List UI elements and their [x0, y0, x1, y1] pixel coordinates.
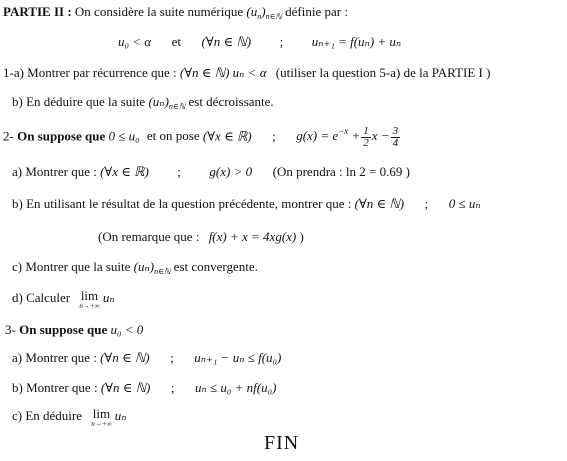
question-1a-note: (utiliser la question 5-a) de la PARTIE I ): [275, 65, 491, 80]
limit-expression: uₙ: [114, 408, 127, 423]
question-1a: [3, 65, 490, 81]
g-definition: $g(x) = e^{-x}$ + $\frac{1}{2}$ x − $\frac{3}{4}$: [296, 125, 399, 149]
recurrence-relation: uₙ₊₁ = f(uₙ) + uₙ: [311, 34, 402, 49]
question-2a-text: a) Montrer que :: [12, 164, 97, 179]
question-1b-sequence: (uₙ): [148, 94, 169, 109]
question-1b: [12, 94, 274, 111]
question-3b-text: b) Montrer que :: [12, 380, 98, 395]
initial-condition: u₀ < α: [118, 34, 152, 49]
question-3a: [12, 350, 281, 366]
sequence-definition: [118, 34, 401, 50]
question-1a-text: 1-a) Montrer par récurrence que :: [3, 65, 177, 80]
question-2-condition: 0 ≤ u₀: [108, 128, 140, 144]
end-marker: FIN: [264, 432, 300, 454]
question-2-pose: et on pose: [146, 128, 200, 144]
question-2c: [12, 259, 258, 276]
question-3a-inequality: uₙ₊₁ − uₙ ≤ f(u₀): [194, 350, 282, 365]
question-3b-forall: (∀n ∈ ℕ): [100, 380, 151, 395]
part-title: PARTIE II :: [3, 4, 72, 19]
forall-n: (∀n ∈ ℕ): [201, 34, 252, 49]
question-3b-inequality: uₙ ≤ u₀ + nf(u₀): [194, 380, 277, 395]
question-3-number: 3-: [5, 322, 16, 337]
question-3-condition: u₀ < 0: [110, 322, 144, 337]
question-3: [5, 322, 143, 338]
question-2-forall: (∀x ∈ ℝ): [202, 128, 252, 144]
question-2b-forall: (∀n ∈ ℕ): [354, 196, 405, 211]
sequence-notation: $(u_n)$: [246, 4, 266, 21]
remark-close: ): [299, 229, 304, 244]
question-3c-text: c) En déduire: [12, 408, 83, 423]
question-1b-index: n∈ℕ: [168, 102, 186, 111]
question-3a-text: a) Montrer que :: [12, 350, 97, 365]
question-2-separator: ;: [272, 128, 276, 144]
question-1b-tail: est décroissante.: [188, 94, 274, 109]
question-3a-separator: ;: [170, 350, 174, 365]
question-3c: [12, 408, 127, 428]
question-2a: [12, 164, 410, 180]
part-header: [3, 4, 348, 21]
question-1a-inequality: uₙ < α: [232, 65, 267, 80]
defined-by-text: définie par :: [285, 4, 348, 19]
question-2d-text: d) Calculer: [12, 290, 71, 305]
question-2d: [12, 290, 115, 310]
question-3-bold: On suppose que: [19, 322, 108, 337]
question-2: [3, 126, 401, 149]
limit-operator: lim n→+∞: [79, 288, 100, 310]
question-3a-forall: (∀n ∈ ℕ): [100, 350, 150, 365]
question-2a-inequality: g(x) > 0: [209, 164, 253, 179]
question-3b-separator: ;: [170, 380, 175, 395]
question-3b: [12, 380, 276, 396]
question-1b-text: b) En déduire que la suite: [12, 94, 146, 109]
question-2c-tail: est convergente.: [173, 259, 258, 274]
remark-formula: f(x) + x = 4xg(x): [208, 229, 297, 244]
question-2c-text: c) Montrer que la suite: [12, 259, 131, 274]
question-2-number: 2-: [3, 128, 14, 144]
question-2b-remark: [98, 229, 304, 245]
question-1a-forall: (∀n ∈ ℕ): [179, 65, 230, 80]
question-2c-index: n∈ℕ: [154, 267, 171, 276]
limit-expression: uₙ: [102, 290, 115, 305]
part-intro: On considère la suite numérique: [74, 4, 244, 19]
question-2b-text: b) En utilisant le résultat de la question précédente, montrer que :: [12, 196, 352, 211]
and-word: et: [171, 34, 182, 49]
question-2c-sequence: (uₙ): [133, 259, 155, 274]
question-2a-forall: (∀x ∈ ℝ): [100, 164, 149, 179]
fraction-one-half: $\frac{1}{2}$: [363, 125, 369, 149]
sequence-index-condition: n∈ℕ: [265, 12, 282, 21]
fraction-three-quarters: $\frac{3}{4}$: [392, 125, 399, 149]
separator: ;: [279, 34, 284, 49]
question-2b-separator: ;: [424, 196, 429, 211]
question-2a-note: (On prendra : ln 2 = 0.69 ): [272, 164, 410, 179]
remark-text: (On remarque que :: [98, 229, 200, 244]
question-2b: [12, 196, 481, 212]
question-2-bold: On suppose que: [17, 128, 106, 144]
limit-operator: lim n→+∞: [91, 406, 112, 428]
question-2b-inequality: 0 ≤ uₙ: [448, 196, 481, 211]
question-2a-separator: ;: [177, 164, 181, 179]
